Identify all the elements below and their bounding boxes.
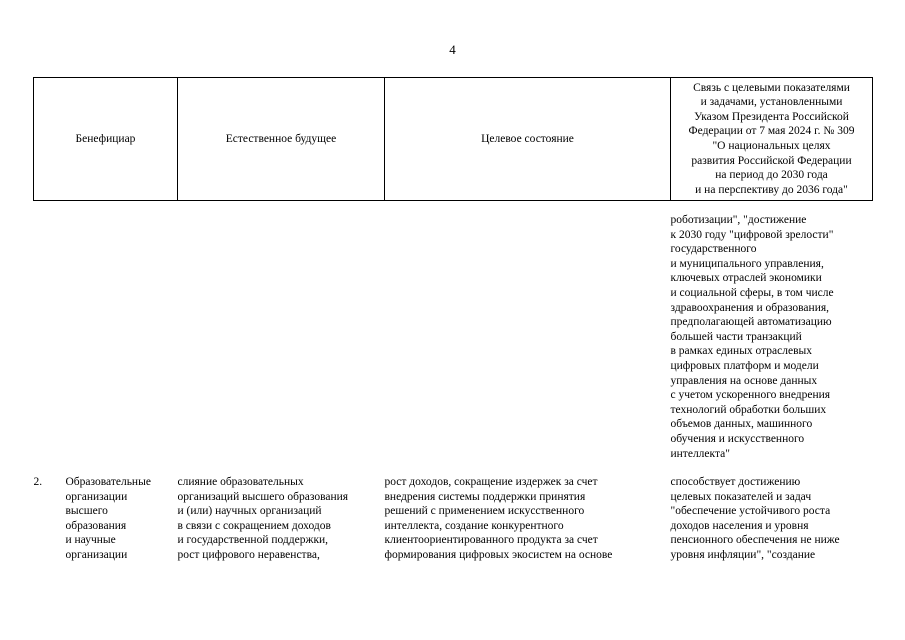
header-natural-future: Естественное будущее xyxy=(178,78,385,201)
continuation-link-cell: роботизации", "достижение к 2030 году "цифровой зрелости" государственного и муниципального управления, ключевых отраслей экономики и социальной сферы, в том числе здравоохранения и образования, предполагающей автоматизацию большей части транзакций в рамках единых отраслевых цифровых платформ и модели управления на основе данных с учетом ускоренного внедрения технологий обработки больших объемов данных, машинного обучения и искусственного интеллекта" xyxy=(670,214,834,460)
target-state-cell: рост доходов, сокращение издержек за счет внедрения системы поддержки принятия решений с применением искусственного интеллекта, создание конкурентного клиентоориентированного продукта за счет формирования цифровых экосистем на основе xyxy=(384,476,613,561)
table-body xyxy=(34,201,873,563)
table-row xyxy=(34,469,873,563)
continuation-beneficiary-cell xyxy=(34,201,178,470)
beneficiary-cell xyxy=(34,469,178,563)
continuation-target-state-cell xyxy=(385,201,671,470)
header-link-to-indicators: Связь с целевыми показателями и задачами, установленными Указом Президента Российской Федерации от 7 мая 2024 г. № 309 "О национальных целях развития Российской Федерации на период до 2030 года и на перспективу до 2036 года" xyxy=(671,78,873,201)
page-number: 4 xyxy=(449,42,456,57)
header-target-state: Целевое состояние xyxy=(385,78,671,201)
continuation-natural-future-cell xyxy=(178,201,385,470)
link-cell: способствует достижению целевых показателей и задач "обеспечение устойчивого роста доходов населения и уровня пенсионного обеспечения не ниже уровня инфляции", "создание xyxy=(670,476,840,561)
header-row xyxy=(34,78,873,201)
indicators-table xyxy=(33,77,873,563)
header-beneficiary: Бенефициар xyxy=(34,78,178,201)
row-number: 2. xyxy=(33,476,43,488)
natural-future-cell: слияние образовательных организаций высшего образования и (или) научных организаций в связи с сокращением доходов и государственной поддержки, рост цифрового неравенства, xyxy=(177,476,349,561)
beneficiary-text: Образовательные организации высшего образования и научные организации xyxy=(65,476,151,561)
table-header xyxy=(34,78,873,201)
continuation-row xyxy=(34,201,873,470)
